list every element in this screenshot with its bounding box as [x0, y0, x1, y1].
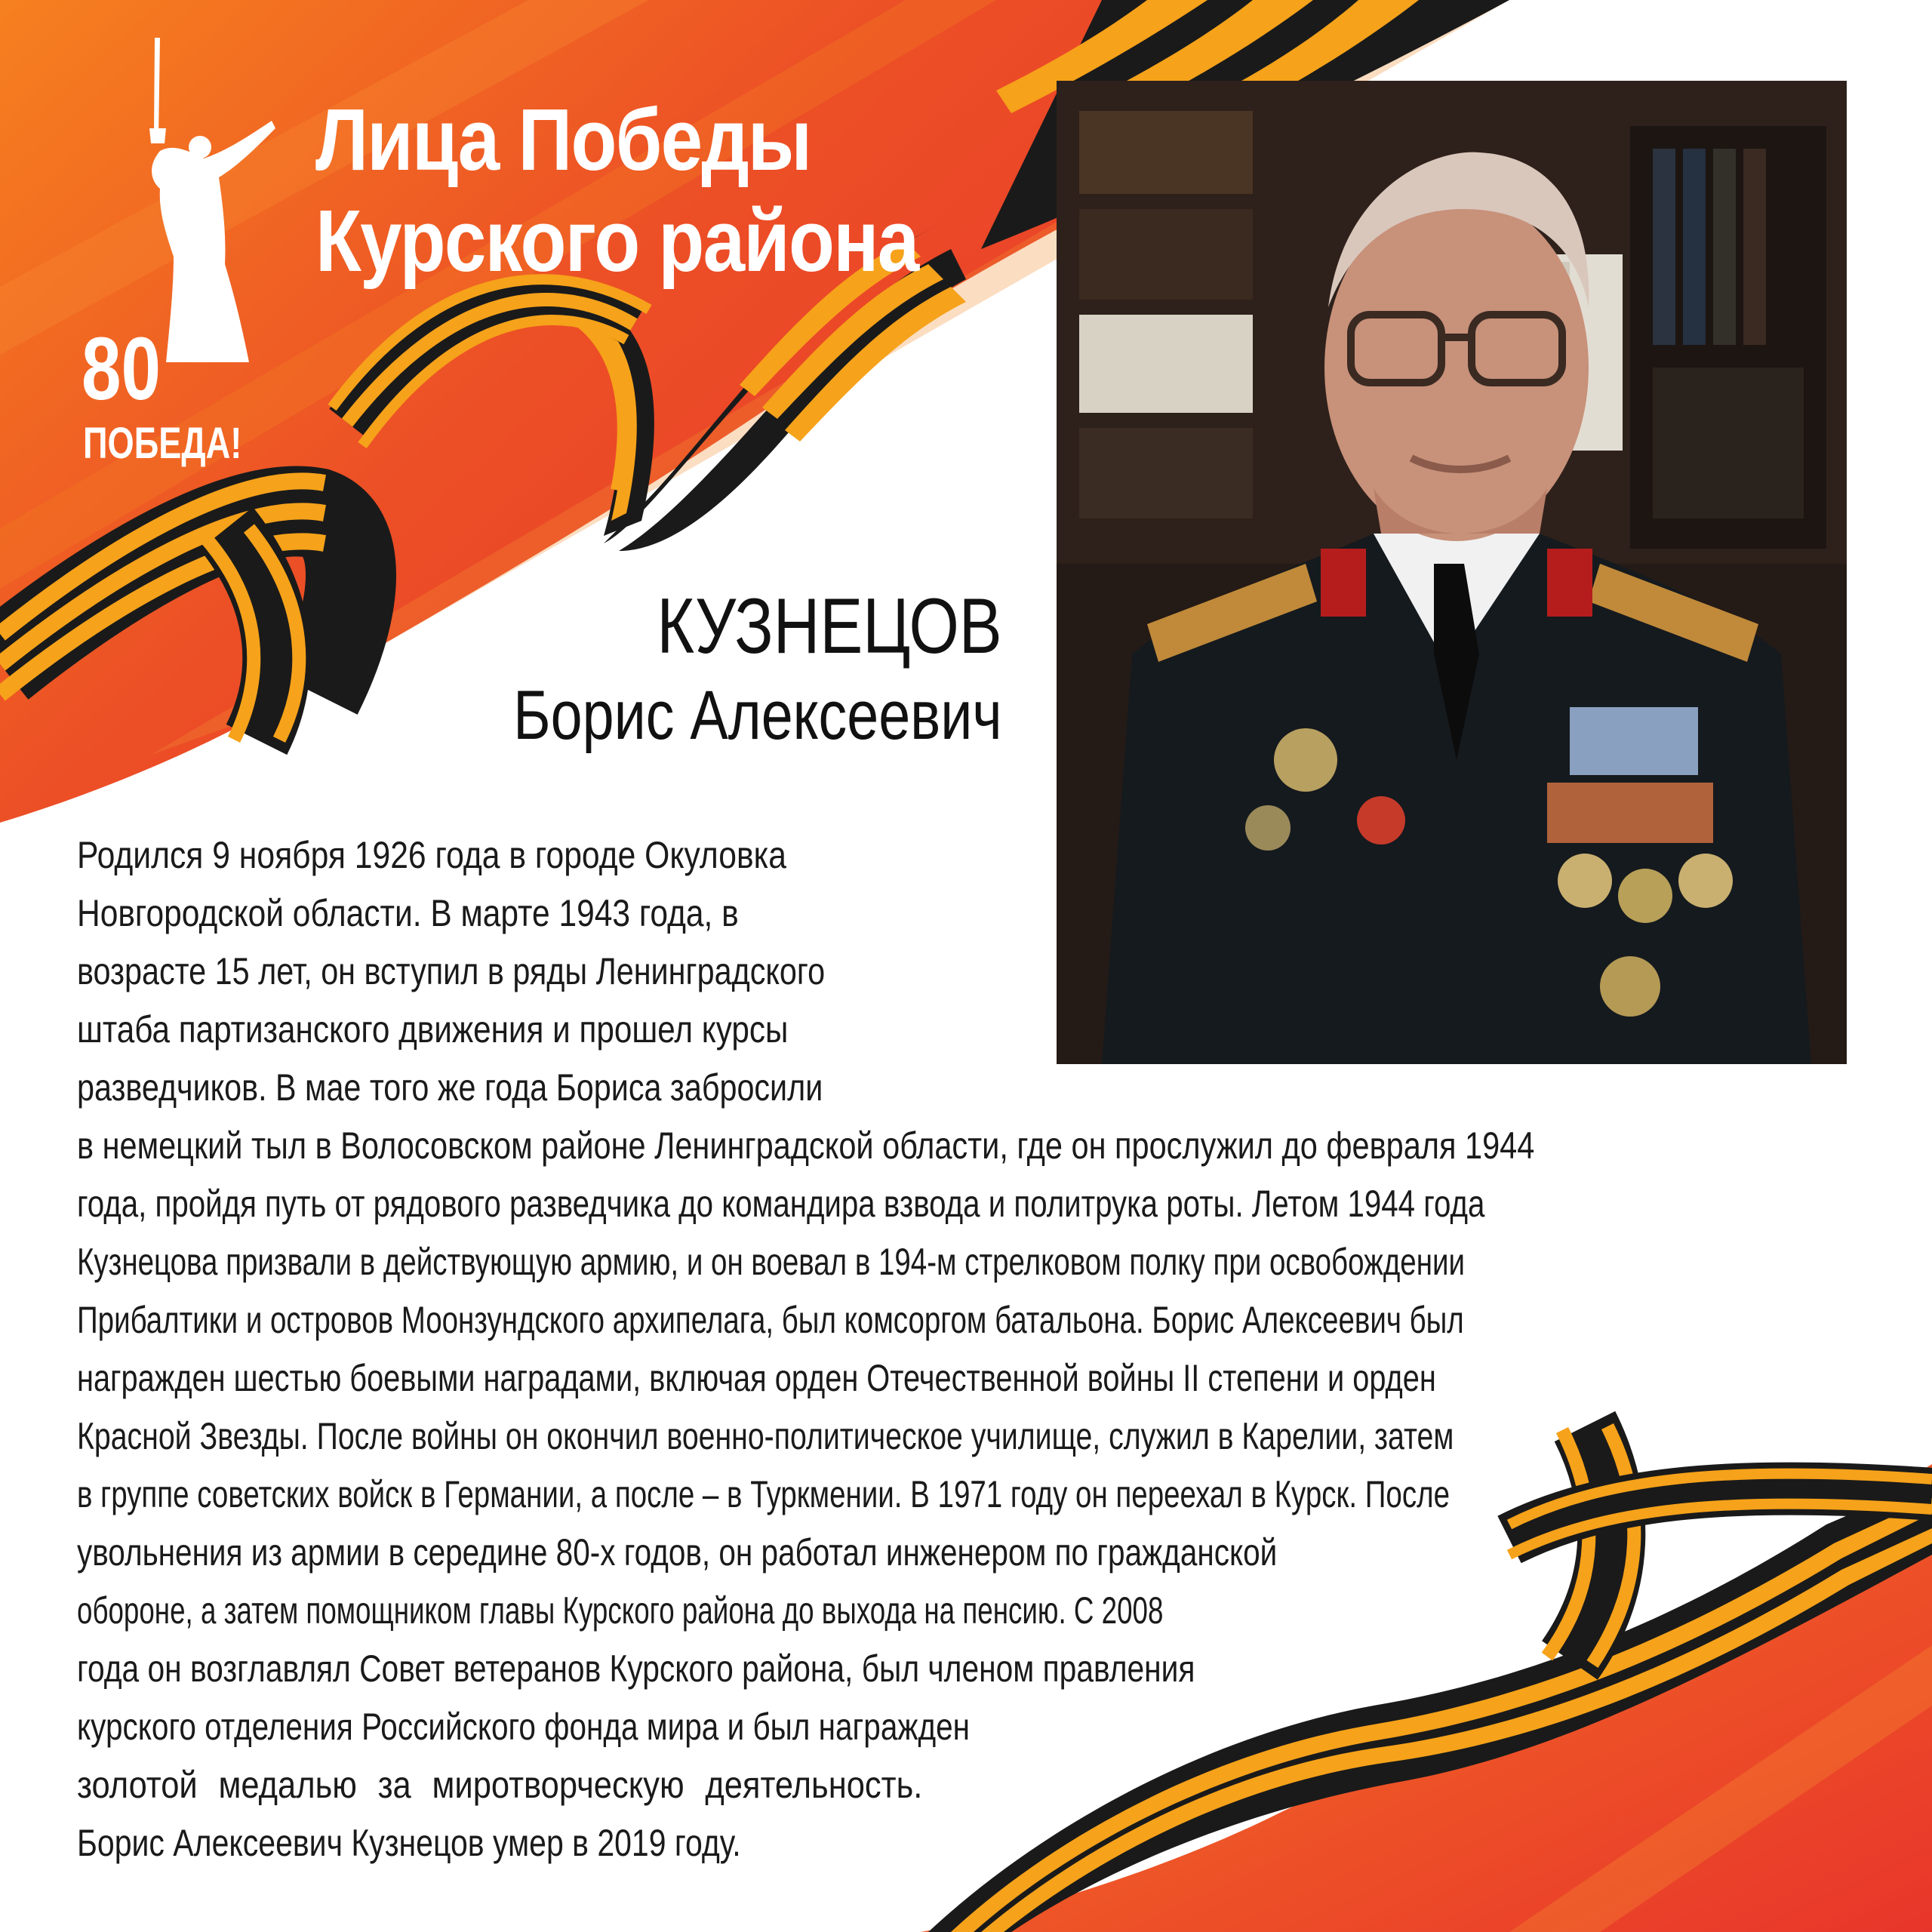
anniversary-logo — [75, 38, 294, 468]
bio-line: обороне, а затем помощником главы Курского района до выхода на пенсию. С 2008 — [77, 1589, 1164, 1632]
bio-line: года, пройдя путь от рядового разведчика до командира взвода и политрука роты. Летом 1944 года — [77, 1183, 1485, 1225]
bio-line: в немецкий тыл в Волосовском районе Ленинградской области, где он прослужил до февраля 1944 — [77, 1124, 1535, 1167]
bio-line: Красной Звезды. После войны он окончил военно-политическое училище, служил в Карелии, затем — [77, 1415, 1454, 1457]
title-line-1: Лица Победы — [315, 91, 811, 189]
bio-line: Новгородской области. В марте 1943 года, в — [77, 892, 739, 934]
bio-line: Борис Алексеевич Кузнецов умер в 2019 году. — [77, 1822, 741, 1864]
bio-line: курского отделения Российского фонда мира и был награжден — [77, 1706, 970, 1748]
veteran-given-names: Борис Алексеевич — [513, 677, 1002, 754]
bio-line: разведчиков. В мае того же года Бориса забросили — [77, 1066, 823, 1109]
title-line-2: Курского района — [315, 192, 918, 290]
veteran-name — [513, 581, 1002, 759]
bio-line: Родился 9 ноября 1926 года в городе Окуловка — [77, 834, 786, 876]
bio-line: золотой медалью за миротворческую деятельность. — [77, 1764, 923, 1806]
bio-line: в группе советских войск в Германии, а после – в Туркмении. В 1971 году он переехал в Курск. После — [77, 1473, 1450, 1515]
bio-line: штаба партизанского движения и прошел курсы — [77, 1008, 789, 1051]
bio-line: награжден шестью боевыми наградами, включая орден Отечественной войны II степени и орден — [77, 1357, 1436, 1399]
bio-line: увольнения из армии в середине 80-х годов, он работал инженером по гражданской — [77, 1531, 1278, 1574]
bio-line: года он возглавлял Совет ветеранов Курского района, был членом правления — [77, 1647, 1195, 1690]
veteran-surname: КУЗНЕЦОВ — [657, 583, 1002, 670]
bio-line: возрасте 15 лет, он вступил в ряды Ленинградского — [77, 950, 826, 992]
logo-word: ПОБЕДА! — [83, 419, 242, 468]
veteran-portrait-photo — [1057, 81, 1847, 1064]
page-title — [315, 89, 918, 291]
bio-line: Кузнецова призвали в действующую армию, и он воевал в 194-м стрелковом полку при освобождении — [77, 1241, 1465, 1283]
bio-line: Прибалтики и островов Моонзундского архипелага, был комсоргом батальона. Борис Алексеевич был — [77, 1299, 1464, 1341]
logo-number: 80 — [82, 319, 162, 419]
